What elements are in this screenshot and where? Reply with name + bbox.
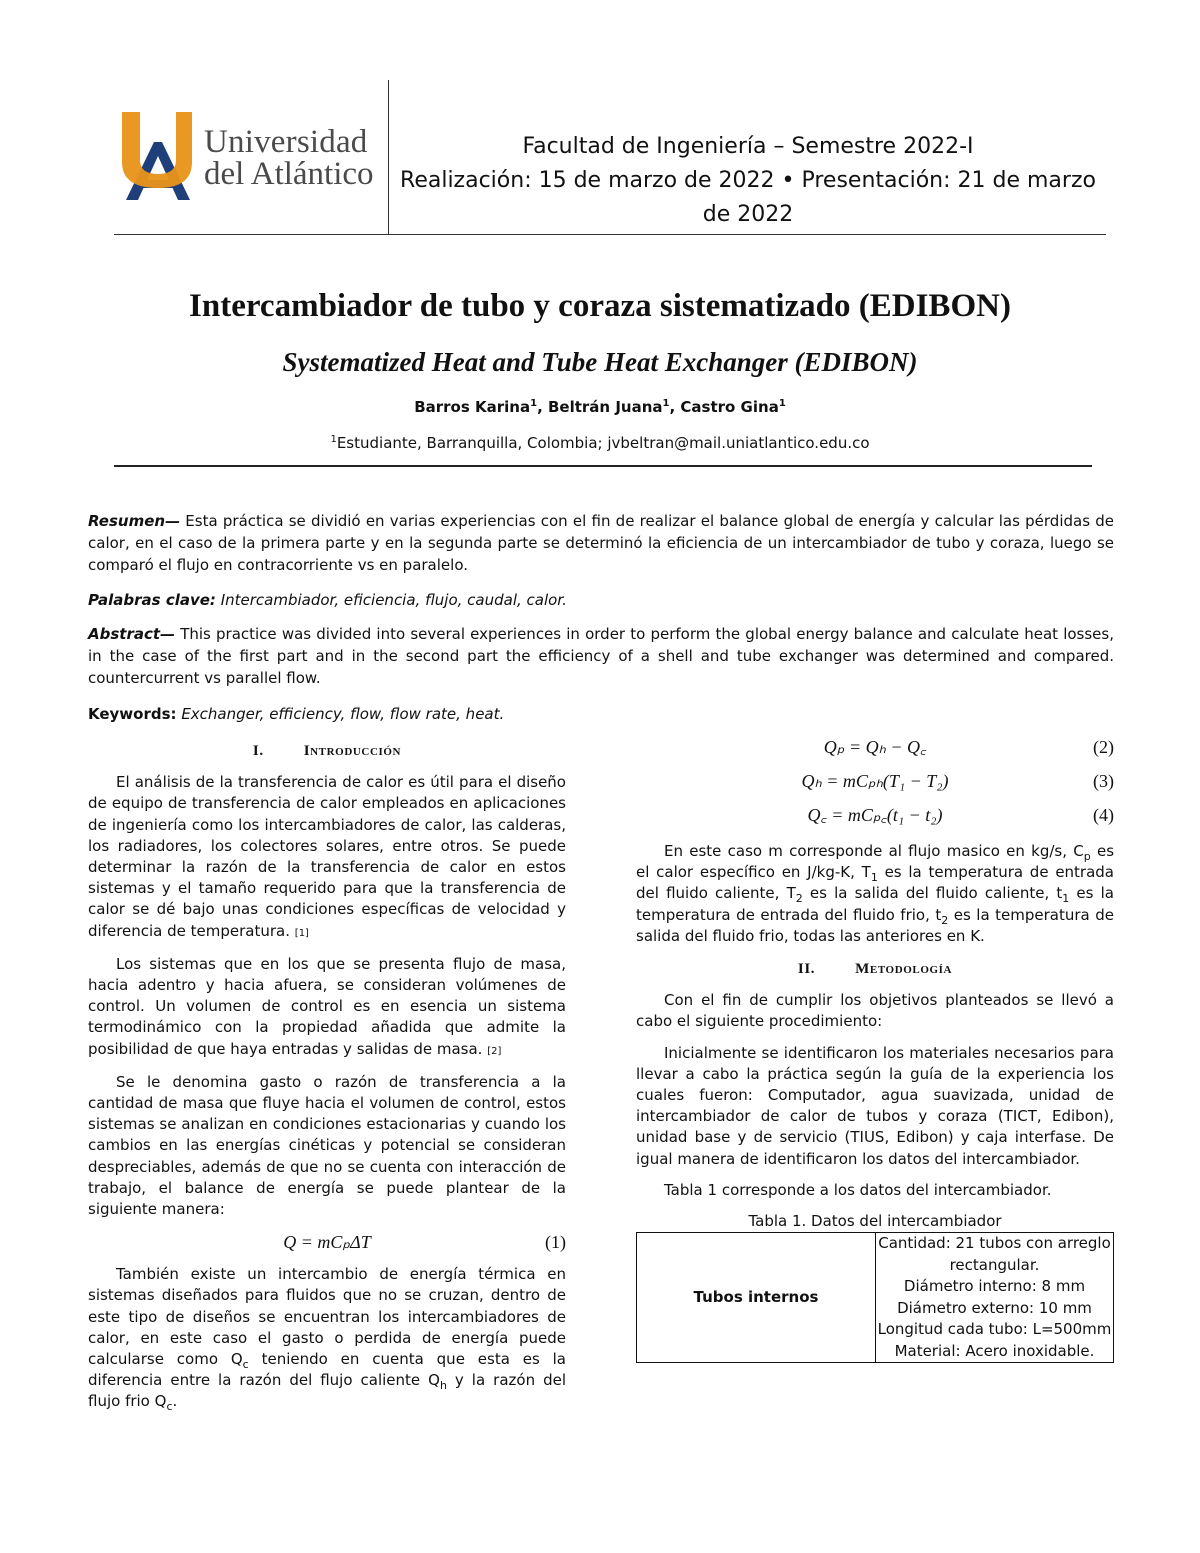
variables-text: es la temperatura de entrada del fluido frio, t bbox=[636, 884, 1114, 924]
title-rule bbox=[114, 465, 1092, 467]
citation: [1] bbox=[294, 927, 309, 939]
left-column bbox=[88, 741, 566, 1423]
dates-line1: Realización: 15 de marzo de 2022 • Presentación: 21 de marzo bbox=[400, 168, 1096, 193]
keywords-text: Exchanger, efficiency, flow, flow rate, heat. bbox=[176, 705, 505, 723]
equation-1 bbox=[88, 1230, 566, 1264]
subscript: c bbox=[242, 1358, 249, 1372]
equation-2 bbox=[636, 735, 1114, 769]
variables-text: es la temperatura de salida del fluido frio, todas las anteriores en K. bbox=[636, 905, 1114, 945]
table-value: Diámetro interno: 8 mm bbox=[903, 1277, 1086, 1296]
section-title: Metodología bbox=[855, 961, 953, 978]
header-vertical-divider bbox=[388, 80, 389, 235]
intro-p2-text: Los sistemas que en los que se presenta flujo de masa, hacia adentro y hacia afuera, se consideran volúmenes de control. Un volumen de control es en esencia un sistema termodinámico con la propiedad añadida que admite la posibilidad de que haya entradas y salidas de masa. bbox=[88, 954, 566, 1058]
intro-p4-text: y la razón del flujo frio Q bbox=[88, 1371, 566, 1411]
intro-paragraph-4 bbox=[88, 1264, 566, 1412]
table-value: Material: Acero inoxidable. bbox=[894, 1341, 1095, 1360]
equation-4 bbox=[636, 803, 1114, 837]
affiliation bbox=[0, 434, 1200, 452]
university-name bbox=[204, 126, 374, 190]
equation-3-expr: Qₕ = mCₚₕ(T₁ − T₂) bbox=[801, 771, 949, 791]
author-3: Castro Gina bbox=[680, 398, 779, 416]
paper-title: Intercambiador de tubo y coraza sistematizado (EDIBON) bbox=[189, 288, 1011, 324]
author-1: Barros Karina bbox=[414, 398, 531, 416]
paper-subtitle: Systematized Heat and Tube Heat Exchanger (EDIBON) bbox=[282, 347, 918, 377]
subscript: p bbox=[1083, 850, 1091, 863]
variables-paragraph bbox=[636, 841, 1114, 947]
authors bbox=[0, 398, 1200, 416]
exchanger-data-table bbox=[636, 1232, 1114, 1363]
table-value: Diámetro externo: 10 mm bbox=[897, 1298, 1092, 1317]
dates-line2: de 2022 bbox=[702, 202, 794, 227]
table-caption: Tabla 1. Datos del intercambiador bbox=[748, 1212, 1002, 1231]
subscript: 1 bbox=[1062, 892, 1070, 906]
intro-p4-text: También existe un intercambio de energía térmica en sistemas diseñados para fluidos que no se cruzan, dentro de este tipo de diseños se encuentran los intercambiadores de calor, en este caso el gasto o perdida de energía puede calcularse como Q bbox=[88, 1265, 566, 1369]
palabras-clave bbox=[88, 589, 1114, 611]
subscript: h bbox=[439, 1379, 447, 1393]
intro-paragraph-3: Se le denomina gasto o razón de transferencia a la cantidad de masa que fluye hacia el volumen de control, estos sistemas se analizan en condiciones estacionarias y cuando los cambios en las energías cinéticas y potencial se consideran despreciables, además de que no se cuenta con interacción de trabajo, el balance de energía se puede plantear de la siguiente manera: bbox=[88, 1072, 566, 1219]
intro-p4-text: teniendo en cuenta que esta es la diferencia entre la razón del flujo caliente Q bbox=[88, 1350, 566, 1390]
author-sep: , bbox=[537, 398, 548, 416]
abstract-label: Abstract— bbox=[88, 625, 176, 643]
variables-text: En este caso m corresponde al flujo masico en kg/s, C bbox=[664, 842, 1084, 860]
equation-3-number: (3) bbox=[1093, 771, 1114, 791]
faculty-line: Facultad de Ingeniería – Semestre 2022-I bbox=[522, 134, 974, 159]
variables-text: es la temperatura de entrada del fluido caliente, T bbox=[636, 863, 1115, 903]
table-row-label: Tubos internos bbox=[637, 1233, 876, 1363]
author-sep: , bbox=[669, 398, 681, 416]
equation-3 bbox=[636, 769, 1114, 803]
subscript: 2 bbox=[795, 892, 803, 906]
equation-2-expr: Qₚ = Qₕ − Q꜀ bbox=[823, 737, 927, 757]
palabras-clave-label: Palabras clave: bbox=[88, 591, 216, 609]
resumen bbox=[88, 510, 1114, 576]
table-row bbox=[637, 1233, 1114, 1363]
author-2-affil: 1 bbox=[662, 398, 670, 409]
subscript: 1 bbox=[870, 871, 878, 885]
intro-p1-text: El análisis de la transferencia de calor es útil para el diseño de equipo de transferencia de calor empleados en aplicaciones de ingeniería como los intercambiadores de calor, las calderas, los radiadores, los colectores solares, entre otros. Se puede determinar la razón de la transferencia de calor en estos sistemas y el tamaño requerido para que la transferencia de calor se dé bajo unas condiciones específicas de velocidad y diferencia de temperatura. bbox=[88, 773, 566, 940]
table-value: Cantidad: 21 tubos con arreglo rectangular. bbox=[878, 1234, 1111, 1274]
palabras-clave-text: Intercambiador, eficiencia, flujo, caudal, calor. bbox=[215, 591, 567, 609]
author-3-affil: 1 bbox=[778, 398, 786, 409]
equation-1-number: (1) bbox=[545, 1232, 566, 1253]
keywords bbox=[88, 703, 1114, 725]
table-row-values bbox=[876, 1233, 1114, 1363]
variables-text: es la salida del fluido caliente, t bbox=[802, 884, 1063, 903]
section-metodologia-heading bbox=[636, 959, 1114, 980]
equation-4-expr: Q꜀ = mCₚ꜀(t₁ − t₂) bbox=[807, 805, 943, 825]
method-paragraph-3: Tabla 1 corresponde a los datos del intercambiador. bbox=[664, 1180, 1052, 1199]
equation-1-expr: Q = mCₚΔT bbox=[283, 1232, 371, 1253]
intro-p4-text: . bbox=[172, 1392, 178, 1411]
university-name-line1: Universidad bbox=[204, 124, 368, 160]
header-info bbox=[392, 130, 1104, 232]
table-value: Longitud cada tubo: L=500mm bbox=[877, 1320, 1112, 1339]
section-number: I. bbox=[252, 743, 264, 759]
right-column bbox=[636, 735, 1114, 1363]
equation-4-number: (4) bbox=[1093, 805, 1114, 825]
abstract-text: This practice was divided into several experiences in order to perform the global energy balance and calculate heat losses, in the case of the first part and in the second part the efficiency of a shell and tube exchanger was determined and compared. countercurrent vs parallel flow. bbox=[88, 625, 1114, 687]
author-2: Beltrán Juana bbox=[547, 398, 663, 416]
intro-paragraph-1 bbox=[88, 772, 566, 944]
subscript: c bbox=[166, 1400, 173, 1414]
citation: [2] bbox=[487, 1045, 502, 1057]
university-name-line2: del Atlántico bbox=[204, 156, 374, 192]
keywords-label: Keywords: bbox=[88, 705, 177, 723]
author-1-affil: 1 bbox=[530, 398, 538, 409]
subscript: 2 bbox=[941, 913, 949, 927]
section-introduccion-heading bbox=[88, 741, 566, 762]
university-logo bbox=[118, 108, 380, 204]
affiliation-text: Estudiante, Barranquilla, Colombia; jvbeltran@mail.uniatlantico.edu.co bbox=[336, 434, 870, 452]
intro-paragraph-2 bbox=[88, 954, 566, 1062]
university-logo-mark-icon bbox=[118, 108, 208, 204]
section-number: II. bbox=[797, 961, 816, 978]
section-title: Introducción bbox=[303, 743, 402, 759]
equation-2-number: (2) bbox=[1093, 737, 1114, 757]
affiliation-mark: 1 bbox=[330, 434, 337, 445]
abstract bbox=[88, 623, 1114, 689]
resumen-text: Esta práctica se dividió en varias experiencias con el fin de realizar el balance global de energía y calcular las pérdidas de calor, en el caso de la primera parte y en la segunda parte se determinó la eficiencia de un intercambiador de tubo y coraza, luego se comparó el flujo en contracorriente vs en paralelo. bbox=[88, 512, 1114, 574]
variables-text: es el calor específico en J/kg-K, T bbox=[636, 842, 1115, 882]
resumen-label: Resumen— bbox=[88, 512, 181, 530]
method-paragraph-1: Con el fin de cumplir los objetivos planteados se llevó a cabo el siguiente procedimiento: bbox=[636, 991, 1114, 1031]
method-paragraph-2: Inicialmente se identificaron los materiales necesarios para llevar a cabo la práctica según la guía de la experiencia los cuales fueron: Computador, agua suavizada, unidad de intercambiador de calor de tubos y coraza (TICT, Edibon), unidad base y de servicio (TIUS, Edibon) y caja interfase. De igual manera de identificaron los datos del intercambiador. bbox=[636, 1043, 1114, 1168]
header-horizontal-divider bbox=[114, 234, 1106, 235]
